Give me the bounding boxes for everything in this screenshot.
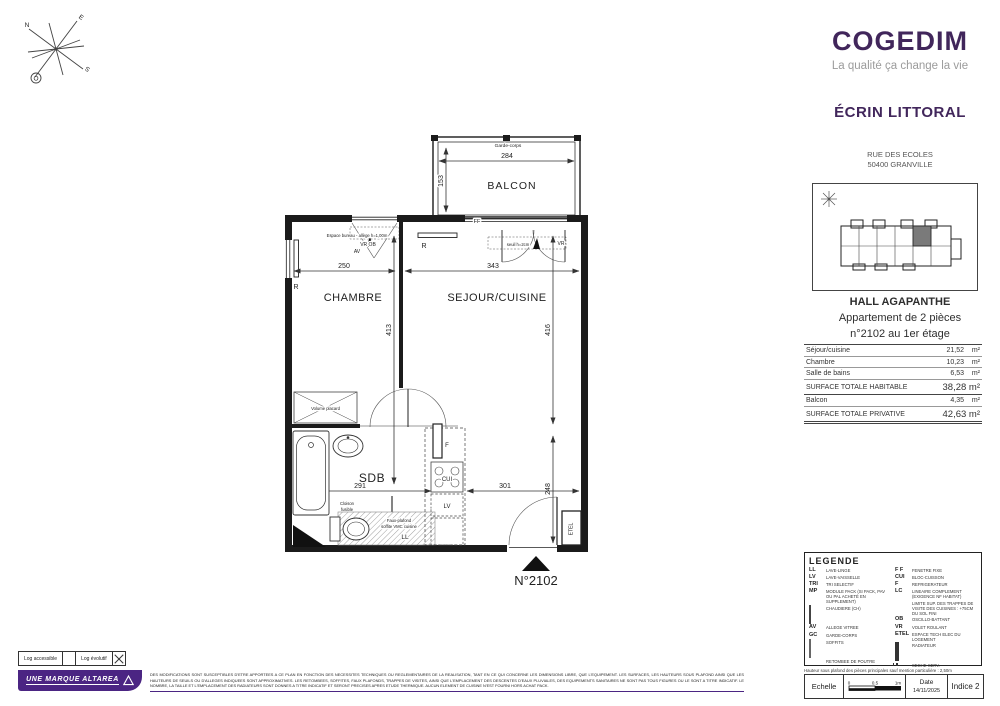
sejour-label: SEJOUR/CUISINE (447, 292, 547, 304)
garde-corps-label: Garde-corps (494, 144, 522, 149)
ff-label: FF (473, 219, 481, 225)
chambre-label: CHAMBRE (323, 292, 383, 304)
table-row (804, 345, 982, 357)
altarea-triangle-icon (123, 675, 134, 686)
compass-s: S (83, 65, 91, 74)
address-line-2: 50400 GRANVILLE (867, 160, 933, 169)
legend-desc: CHAUDIERE (CH) (826, 605, 861, 611)
table-row (804, 395, 982, 407)
highlighted-unit (913, 226, 931, 246)
legend-desc: REFRIGERATEUR (912, 582, 948, 588)
row-value: 38,28 m² (932, 379, 982, 395)
ceiling-height-note: Hauteur sous plafond des pièces principales sauf mention particulière : 2,50m (804, 668, 952, 673)
sdb-label: SDB (358, 471, 386, 485)
legend-desc: SOFFITS (826, 639, 844, 645)
boiler-icon (809, 606, 826, 624)
radiator-icon (895, 643, 912, 661)
scale-tick-1m: 1m (894, 680, 901, 685)
legend-desc: TRI SELECTIF (826, 582, 854, 588)
altarea-banner-text: UNE MARQUE ALTAREA (26, 676, 119, 686)
legend-abbr: TRI (809, 581, 818, 588)
table-row (804, 356, 982, 368)
radiator-r-chambre: R (293, 284, 299, 291)
apartment-number: N°2102 (514, 573, 558, 588)
legend-desc: RADIATEUR (912, 643, 936, 649)
date-cell (906, 674, 948, 699)
row-value: 10,23 (932, 356, 966, 368)
log-accessible-label: Log accessible (24, 655, 58, 662)
apartment-floor: n°2102 au 1er étage (850, 328, 950, 340)
legend-abbr: LV (809, 574, 816, 581)
dim-250: 250 (338, 263, 350, 270)
row-label: Salle de bains (804, 368, 932, 380)
compass-n: N (24, 22, 30, 29)
etel-label: ETEL (568, 522, 575, 536)
cui-label: CUI (441, 477, 453, 483)
row-label: Balcon (804, 395, 932, 407)
legend-desc: VOLET ROULANT (912, 624, 947, 630)
legend-abbr: OB (895, 616, 904, 623)
log-evolutif-box (76, 651, 126, 666)
row-label: SURFACE TOTALE HABITABLE (804, 379, 932, 395)
date-label: Date (919, 678, 934, 686)
dim-413: 413 (386, 324, 393, 336)
dim-416: 416 (545, 324, 552, 336)
ll-label: LL (401, 534, 409, 541)
lv-label: LV (443, 504, 451, 510)
row-value: 21,52 (932, 345, 966, 357)
row-unit: m² (966, 395, 982, 407)
row-value: 6,53 (932, 368, 966, 380)
dim-343: 343 (487, 263, 499, 270)
title-block-row (804, 674, 984, 699)
legend-abbr (895, 601, 912, 616)
legend-abbr: LC (895, 588, 903, 595)
row-label: Chambre (804, 356, 932, 368)
hall-name: HALL AGAPANTHE (849, 296, 951, 308)
logement-flags (18, 651, 126, 666)
row-unit: m² (966, 368, 982, 380)
cloison-label-2: fusible (340, 507, 354, 512)
table-row (804, 368, 982, 380)
indice-cell: Indice 2 (948, 674, 984, 699)
legend-desc: FENETRE FIXE (912, 568, 943, 573)
seuil-label: seuil h=2cm (506, 242, 530, 247)
scale-label: Echelle (804, 674, 844, 699)
cloison-label-1: Cloison (340, 501, 354, 506)
row-unit: m² (966, 356, 982, 368)
compass-e: E (77, 13, 85, 22)
legend-desc: LAVE-VAISSELLE (826, 575, 861, 581)
footer-accent-line (150, 691, 744, 692)
av-label: AV (353, 249, 361, 255)
dim-301: 301 (499, 483, 511, 490)
altarea-banner (18, 670, 142, 691)
balcon-label: BALCON (487, 180, 537, 192)
table-row-total-privative (804, 406, 982, 423)
program-address (800, 150, 1000, 170)
row-unit: m² (966, 345, 982, 357)
brand-tagline: La qualité ça change la vie (831, 60, 969, 72)
disclaimer-text: DES MODIFICATIONS SONT SUSCEPTIBLES D'ETRE APPORTEES A CE PLAN EN FONCTION DES NECESSITES TECHNIQUES OU REGLEMENTAIRES DE LA REALISATION, TANT EN CE QUI CONCERNE LES DIMENSIONS LIBRE, QUE L'EQUIPEMENT. LES SURFACES, LES HAUTEURS SOUS PLAFOND AINSI QUE LES HAUTEURS DE SEUILS OU D'ALLEGES INDIQUEES SONT APPROXIMATIVES. LES RETOMBEES, SOFFITES, FAUX PLAFONDS, TRAPPES DE VISITES, AINSI QUE L'EMPLACEMENT DES DESCENTES D'EAUX PLUVIALES, DES EQUIPEMENTS SANITAIRES NE SONT PAS TOUS FIGURES OU LE SONT A TITRE INDICATIF. LE NOMBRE, LA TAILLE ET L'EMPLACEMENT DES RADIATEURS SONT DONNES A TITRE INDICATIF ET SERONT PRECISES APRES ETUDE THERMIQUE. AUCUN ELEMENT DE CUISINE N'EST FOURNI HORS ACHAT PACK. (150, 672, 744, 689)
legend-left-column (809, 568, 891, 669)
legend-right-column (895, 568, 977, 669)
right-panel (800, 0, 1000, 706)
legend-desc: ESPACE TECH ELEC DU LOGEMENT (912, 631, 961, 642)
surface-table-wrap (804, 344, 982, 424)
row-label: SURFACE TOTALE PRIVATIVE (804, 406, 932, 423)
legend-abbr: GC (809, 631, 818, 638)
legend-desc: RETOMBEE DE POUTRE (826, 659, 876, 665)
fridge-label: F (445, 443, 449, 449)
site-plan-box (812, 183, 978, 291)
log-evolutif-label: Log évolutif (81, 655, 107, 662)
dim-291: 291 (354, 483, 366, 490)
dim-248: 248 (545, 483, 552, 495)
legend-abbr: CUI (895, 574, 905, 581)
vr-label: VR (557, 241, 565, 247)
address-line-1: RUE DES ECOLES (867, 150, 933, 159)
legend-desc: MODULE PACK (SI PACK, PAV OU PAL ACHETÉ EN SUPPLEMENT) (826, 589, 886, 605)
radiator-r-sejour: R (421, 243, 427, 250)
checkbox-checked (112, 652, 125, 665)
dim-284: 284 (501, 153, 513, 160)
legend-abbr: LL (809, 567, 816, 573)
espace-bureau-label: Espace bureau - allège h=1,00m (326, 233, 388, 238)
scale-tick-05: 0.5 (871, 680, 878, 685)
apartment-type: Appartement de 2 pièces (838, 312, 962, 324)
date-value: 14/11/2025 (912, 687, 941, 694)
legend-desc: BLOC-CUISSON (912, 575, 944, 581)
legend-desc: OSCILLO-BATTANT (912, 617, 951, 623)
surface-table (804, 344, 982, 424)
table-row-total-habitable (804, 379, 982, 395)
vr-ob-label: VR OB (360, 242, 376, 248)
hatch-icon (809, 640, 826, 658)
site-plan (813, 184, 977, 290)
faux-plafond-label-1: Faux-plafond (386, 518, 412, 523)
legend-abbr: AV (809, 624, 817, 631)
dim-153: 153 (438, 175, 445, 187)
legend-desc: LAVE-LINGE (826, 568, 851, 573)
legend-abbr: F F (895, 567, 904, 573)
volume-placard-label: Volume placard (311, 406, 340, 411)
checkbox-empty (62, 652, 75, 665)
legend-desc: SECHE-SERV. (912, 662, 940, 668)
legend-title: LEGENDE (809, 556, 860, 566)
row-value: 4,35 (932, 395, 966, 407)
scale-bar (844, 674, 906, 699)
apartment-heading (800, 294, 1000, 342)
faux-plafond-label-2: soffite VMC cuisine (381, 524, 417, 529)
legend-desc: LIMITE SUP. DES TRAPPES DE VISITE DES CUISINES : +75CM DU SOL FINI (912, 600, 974, 616)
cogedim-logo: COGEDIM (831, 26, 968, 56)
legend-desc: ALLEGE VITREE (826, 625, 859, 631)
row-value: 42,63 m² (932, 406, 982, 423)
program-title: ÉCRIN LITTORAL (834, 104, 966, 121)
log-accessible-box (18, 651, 76, 666)
scale-tick-0: 0 (847, 680, 850, 685)
legend-abbr: F (895, 581, 899, 588)
dashed-line-icon (809, 659, 826, 664)
legend-box (804, 552, 982, 666)
row-label: Séjour/cuisine (804, 345, 932, 357)
legend-abbr: ETEL (895, 630, 910, 637)
legend-abbr: MP (809, 588, 818, 595)
legend-abbr: VR (895, 623, 903, 630)
legend-desc: LINEAIRE COMPLEMENT (EXIGENCE NF HABITAT) (912, 589, 962, 600)
legend-desc: GARDE-CORPS (826, 632, 858, 638)
compass-o: O (33, 75, 39, 83)
